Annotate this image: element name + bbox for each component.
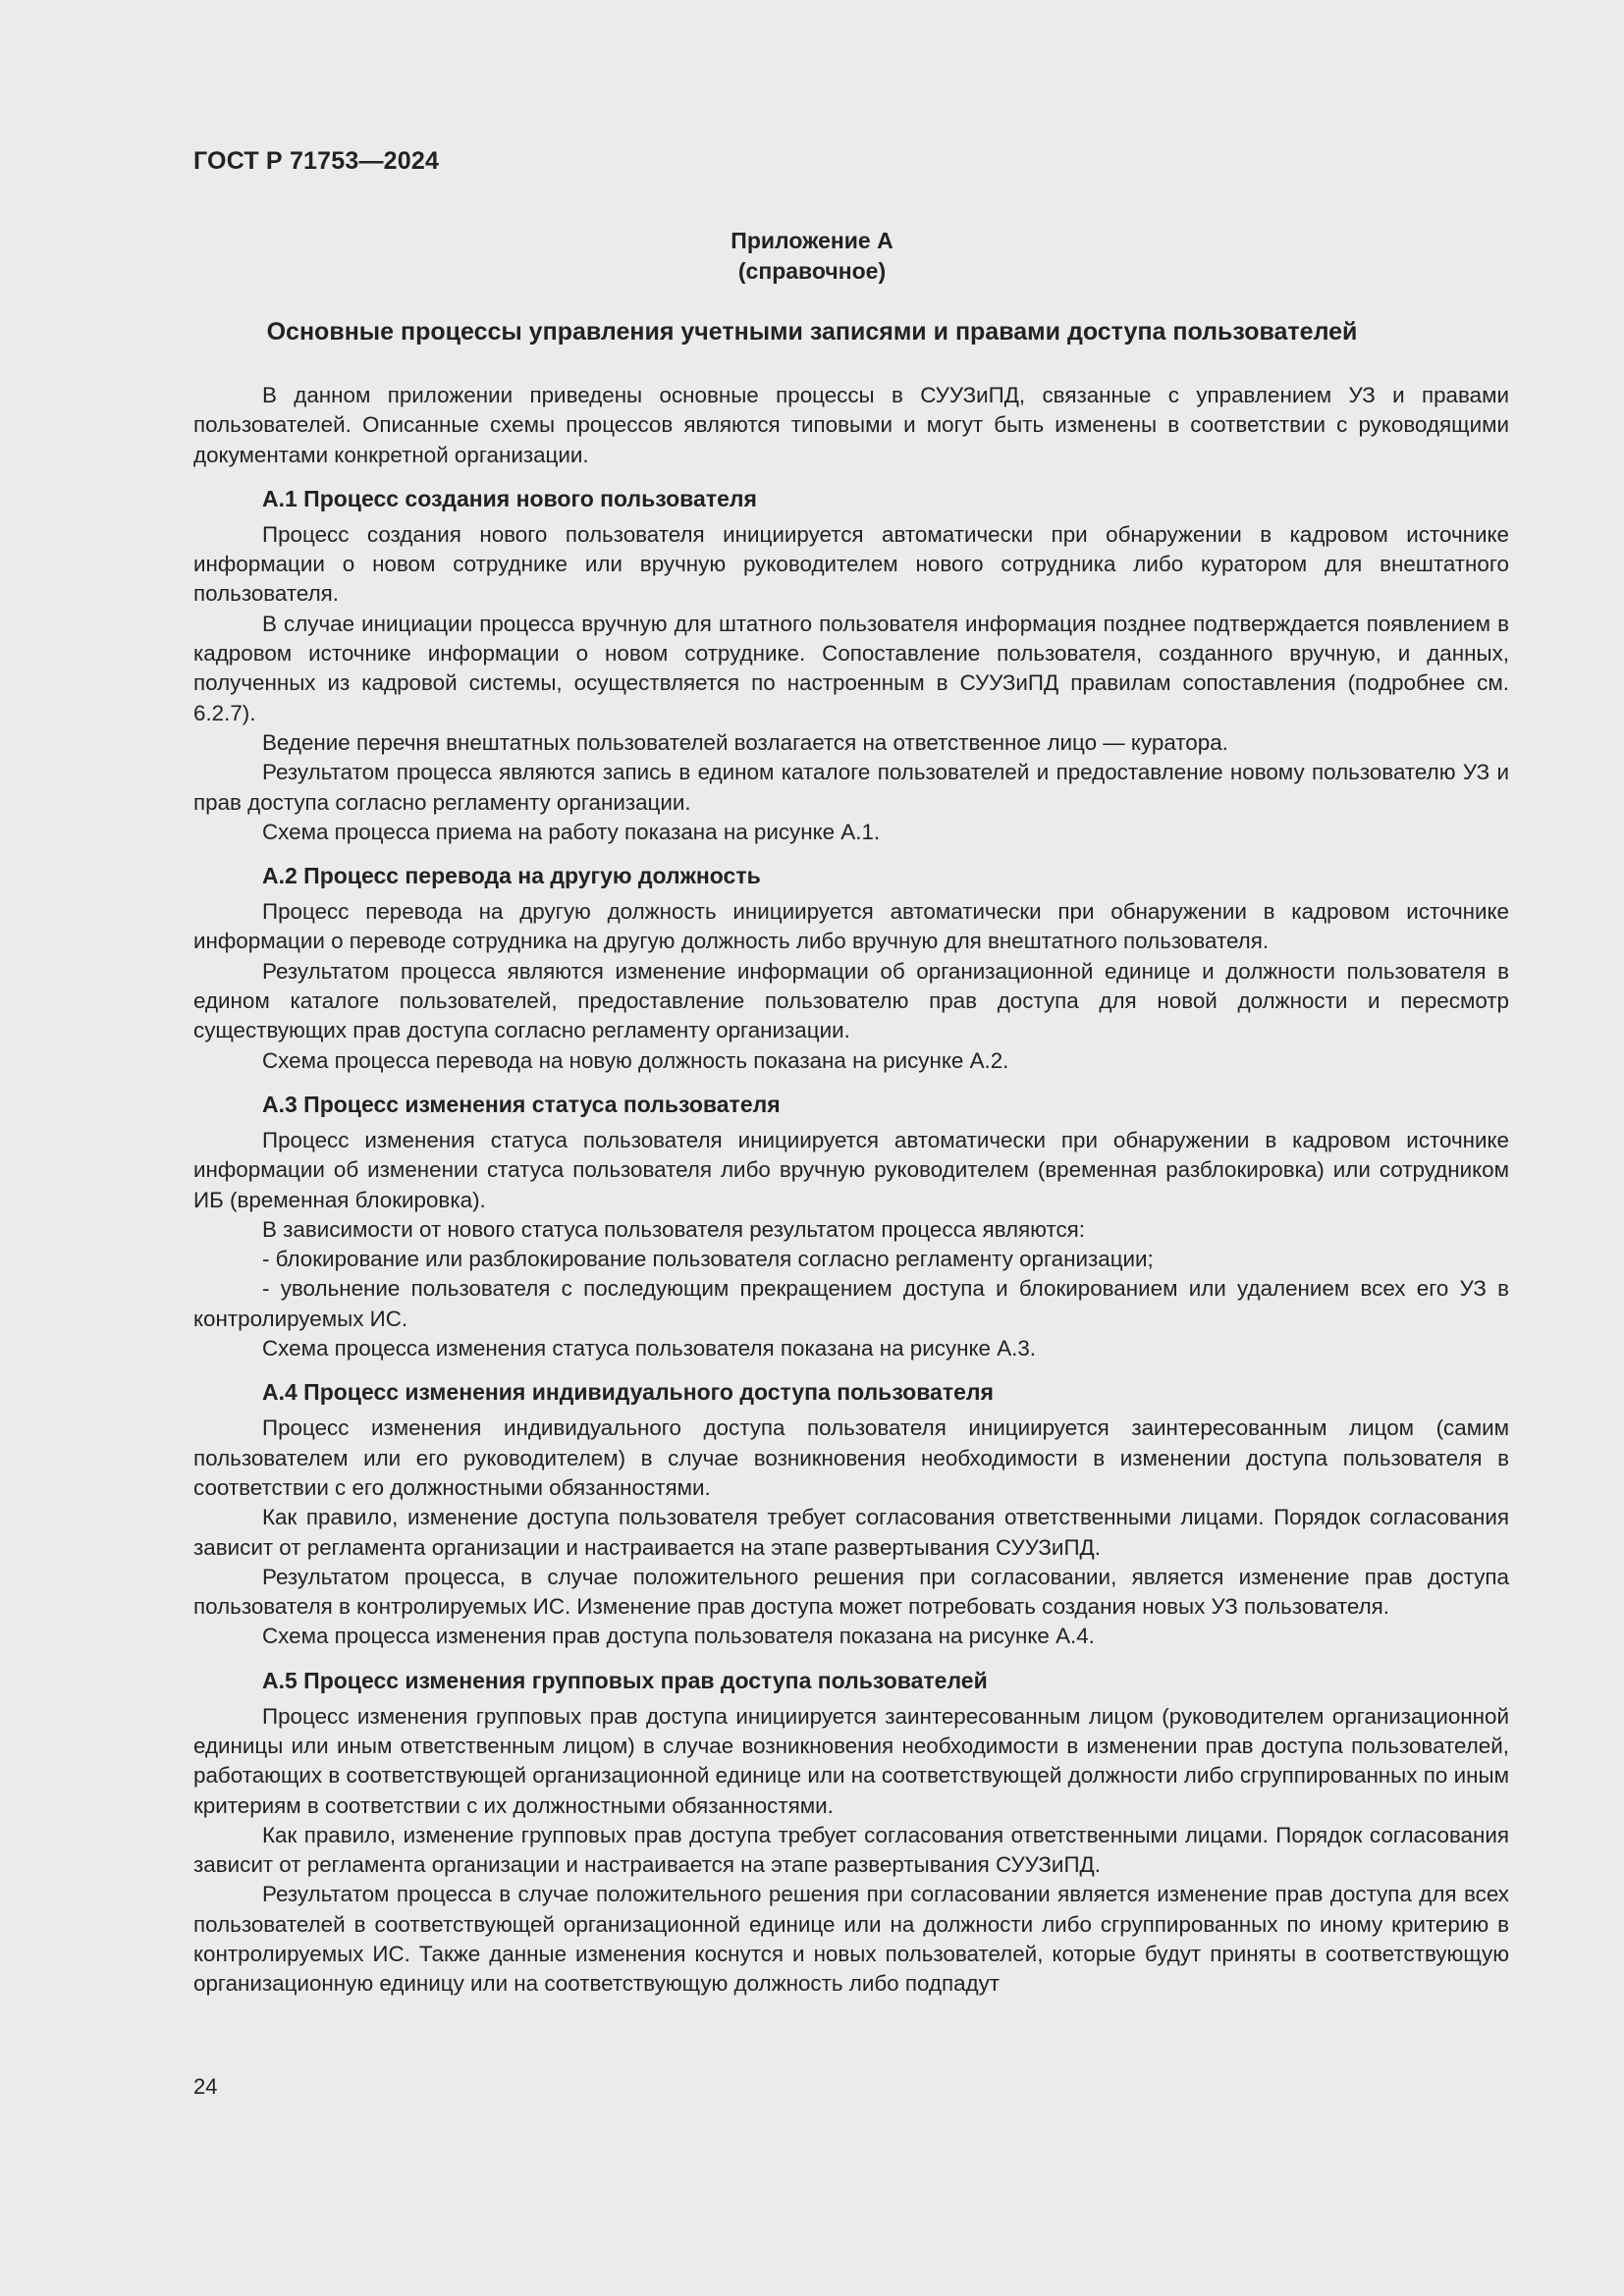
paragraph: В случае инициации процесса вручную для штатного пользователя информация позднее подтверждается появлением в кадровом источнике информации о новом сотруднике. Сопоставление пользователя, созданного вручную, и данных, полученных из кадровой системы, осуществляется по настроенным в СУУЗиПД правилам сопоставления (подробнее см. 6.2.7). [193,611,1509,725]
section-a1 [193,484,1509,847]
paragraph: Схема процесса перевода на новую должность показана на рисунке А.2. [262,1047,1009,1073]
section-a5 [193,1666,1509,2000]
section-a3 [193,1090,1509,1363]
paragraph: Результатом процесса являются изменение информации об организационной единице и должности пользователя в едином каталоге пользователей, предоставление пользователю прав доступа для новой должности и пересмотр существующих прав доступа согласно регламенту организации. [193,958,1509,1043]
appendix-heading [0,226,1624,287]
paragraph: В зависимости от нового статуса пользователя результатом процесса являются: [262,1216,1085,1242]
paragraph: Результатом процесса являются запись в едином каталоге пользователей и предоставление новому пользователю УЗ и прав доступа согласно регламенту организации. [193,760,1509,815]
page-number: 24 [193,2074,218,2099]
intro-paragraph: В данном приложении приведены основные процессы в СУУЗиПД, связанные с управлением УЗ и правами пользователей. Описанные схемы процессов являются типовыми и могут быть изменены в соответствии с руководящими документами конкретной организации. [193,383,1509,467]
paragraph: Схема процесса изменения прав доступа пользователя показана на рисунке А.4. [262,1624,1095,1649]
paragraph: Процесс изменения групповых прав доступа инициируется заинтересованным лицом (руководителем организационной единицы или иным ответственным лицом) в случае возникновения необходимости в изменении прав доступа пользователей, работающих в соответствующей организационной единице или на соответствующей должности либо сгруппированных по иным критериям в соответствии с их должностными обязанностями. [193,1703,1509,1818]
section-heading: А.2 Процесс перевода на другую должность [262,863,761,889]
paragraph: Процесс изменения индивидуального доступа пользователя инициируется заинтересованным лицом (самим пользователем или его руководителем) в случае возникновения необходимости в изменении доступа пользователя в соответствии с его должностными обязанностями. [193,1415,1509,1500]
page-title: Основные процессы управления учетными записями и правами доступа пользователей [266,318,1358,346]
section-heading: А.1 Процесс создания нового пользователя [262,485,757,511]
document-body [193,381,1509,2000]
paragraph: Результатом процесса в случае положительного решения при согласовании является изменение прав доступа для всех пользователей в соответствующей организационной единице или на должности либо сгруппированных по иному критерию в контролируемых ИС. Также данные изменения коснутся и новых пользователей, которые будут приняты в соответствующую организационную единицу или на соответствующую должность либо подпадут [193,1882,1509,1997]
paragraph: Как правило, изменение групповых прав доступа требует согласования ответственными лицами. Порядок согласования зависит от регламента организации и настраивается на этапе развертывания СУУЗиПД. [193,1822,1509,1878]
paragraph: Ведение перечня внештатных пользователей возлагается на ответственное лицо — куратора. [262,729,1228,755]
document-code: ГОСТ Р 71753—2024 [193,147,440,175]
paragraph: Процесс перевода на другую должность инициируется автоматически при обнаружении в кадровом источнике информации о переводе сотрудника на другую должность либо вручную для внештатного пользователя. [193,899,1509,954]
appendix-subtitle: (справочное) [737,258,887,284]
paragraph: Схема процесса приема на работу показана на рисунке А.1. [262,819,881,844]
appendix-title: Приложение А [731,228,893,253]
section-a4 [193,1377,1509,1651]
section-heading: А.4 Процесс изменения индивидуального доступа пользователя [262,1379,994,1406]
list-item: - увольнение пользователя с последующим прекращением доступа и блокированием или удалением всех его УЗ в контролируемых ИС. [193,1276,1509,1331]
paragraph: Процесс создания нового пользователя инициируется автоматически при обнаружении в кадровом источнике информации о новом сотруднике или вручную руководителем нового сотрудника либо куратором для внештатного пользователя. [193,521,1509,607]
paragraph: Схема процесса изменения статуса пользователя показана на рисунке А.3. [262,1336,1037,1362]
paragraph: Процесс изменения статуса пользователя инициируется автоматически при обнаружении в кадровом источнике информации об изменении статуса пользователя либо вручную руководителем (временная разблокировка) или сотрудником ИБ (временная блокировка). [193,1127,1509,1212]
paragraph: Результатом процесса, в случае положительного решения при согласовании, является изменение прав доступа пользователя в контролируемых ИС. Изменение прав доступа может потребовать создания новых УЗ пользователя. [193,1564,1509,1620]
section-heading: А.5 Процесс изменения групповых прав доступа пользователей [262,1667,988,1693]
list-item: - блокирование или разблокирование пользователя согласно регламенту организации; [262,1247,1154,1272]
section-heading: А.3 Процесс изменения статуса пользователя [262,1091,781,1117]
section-a2 [193,861,1509,1076]
paragraph: Как правило, изменение доступа пользователя требует согласования ответственными лицами. Порядок согласования зависит от регламента организации и настраивается на этапе развертывания СУУЗиПД. [193,1505,1509,1560]
